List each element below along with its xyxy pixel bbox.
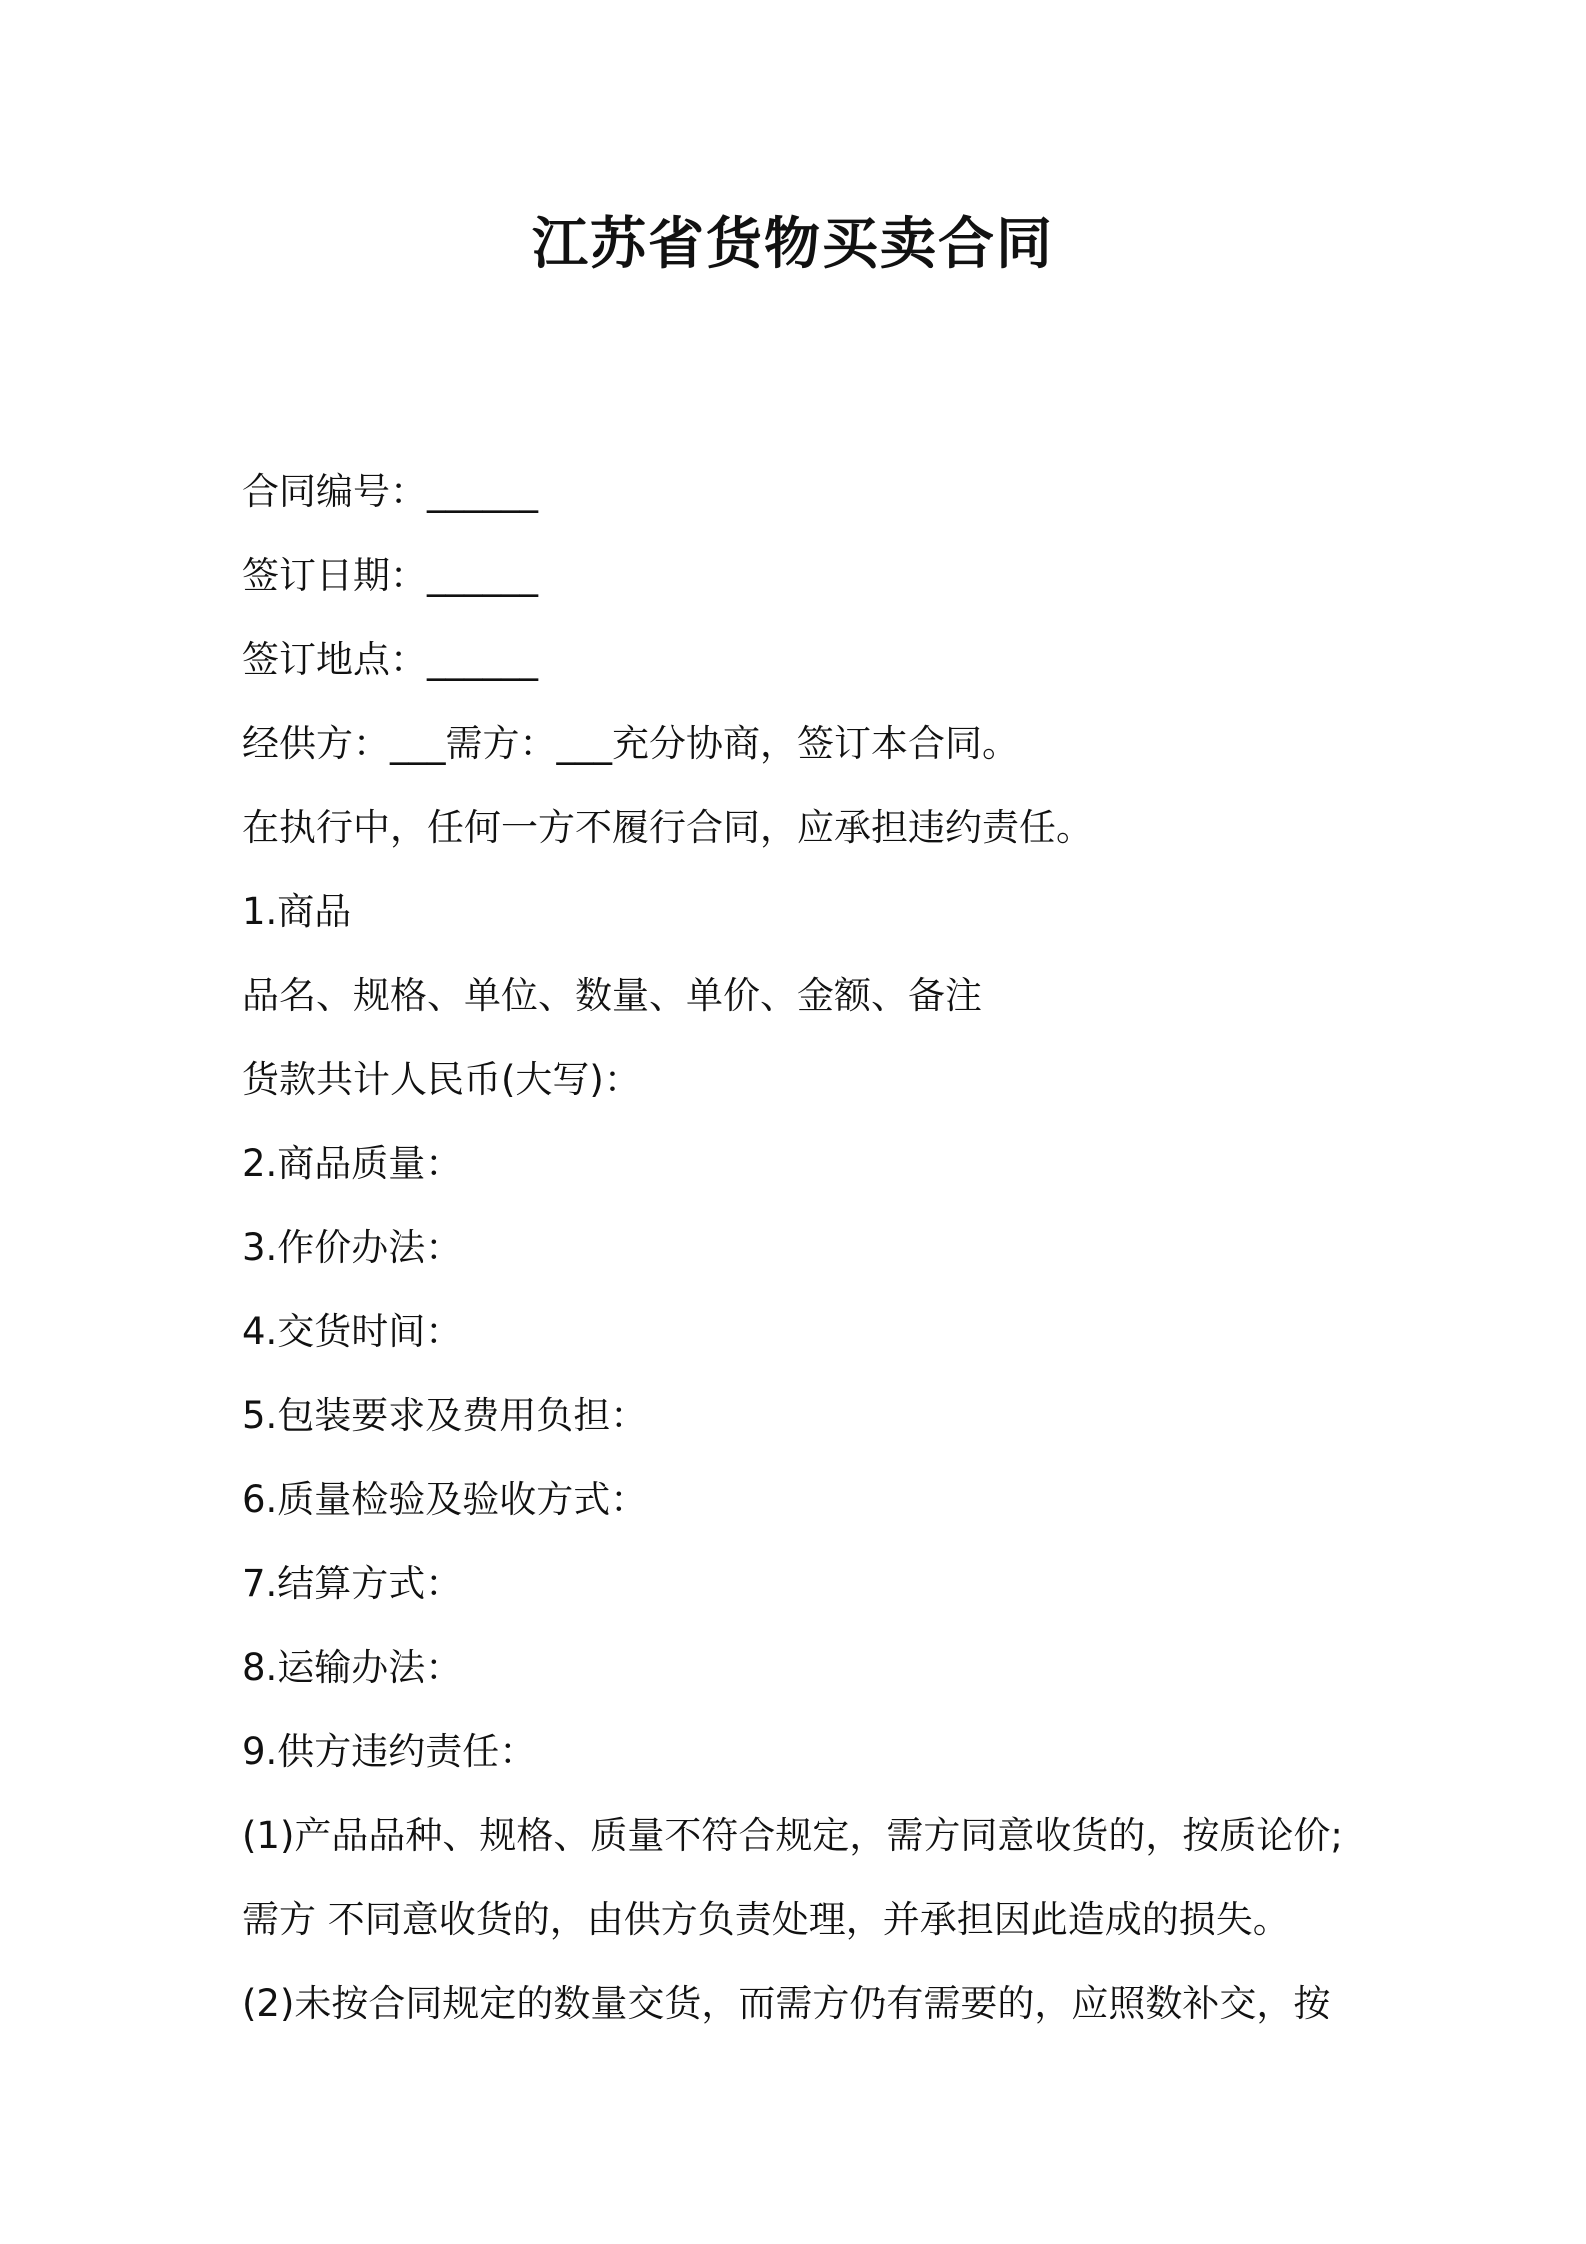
section-goods-heading: 1.商品 xyxy=(242,890,352,933)
section-settlement-heading: 7.结算方式： xyxy=(242,1562,463,1605)
document-body xyxy=(242,450,1372,2046)
clause-1-line-2: 需方 不同意收货的，由供方负责处理，并承担因此造成的损失。 xyxy=(242,1898,1290,1941)
section-inspection-heading: 6.质量检验及验收方式： xyxy=(242,1478,648,1521)
clause-2-line-1: (2)未按合同规定的数量交货，而需方仍有需要的，应照数补交，按 xyxy=(242,1982,1331,2025)
goods-fields-line: 品名、规格、单位、数量、单价、金额、备注 xyxy=(242,974,982,1017)
section-pricing-heading: 3.作价办法： xyxy=(242,1226,463,1269)
parties-line: 经供方：___需方：___充分协商，签订本合同。 xyxy=(242,722,1019,765)
signing-date-line: 签订日期：______ xyxy=(242,554,538,597)
section-packaging-heading: 5.包装要求及费用负担： xyxy=(242,1394,648,1437)
clause-1-line-1: (1)产品品种、规格、质量不符合规定，需方同意收货的，按质论价; xyxy=(242,1814,1343,1857)
total-amount-line: 货款共计人民币(大写)： xyxy=(242,1058,641,1101)
contract-number-line: 合同编号：______ xyxy=(242,470,538,513)
section-transport-heading: 8.运输办法： xyxy=(242,1646,463,1689)
signing-place-line: 签订地点：______ xyxy=(242,638,538,681)
document-title: 江苏省货物买卖合同 xyxy=(532,212,1054,277)
section-quality-heading: 2.商品质量： xyxy=(242,1142,463,1185)
section-supplier-liability-heading: 9.供方违约责任： xyxy=(242,1730,537,1773)
liability-intro-line: 在执行中，任何一方不履行合同，应承担违约责任。 xyxy=(242,806,1093,849)
section-delivery-time-heading: 4.交货时间： xyxy=(242,1310,463,1353)
